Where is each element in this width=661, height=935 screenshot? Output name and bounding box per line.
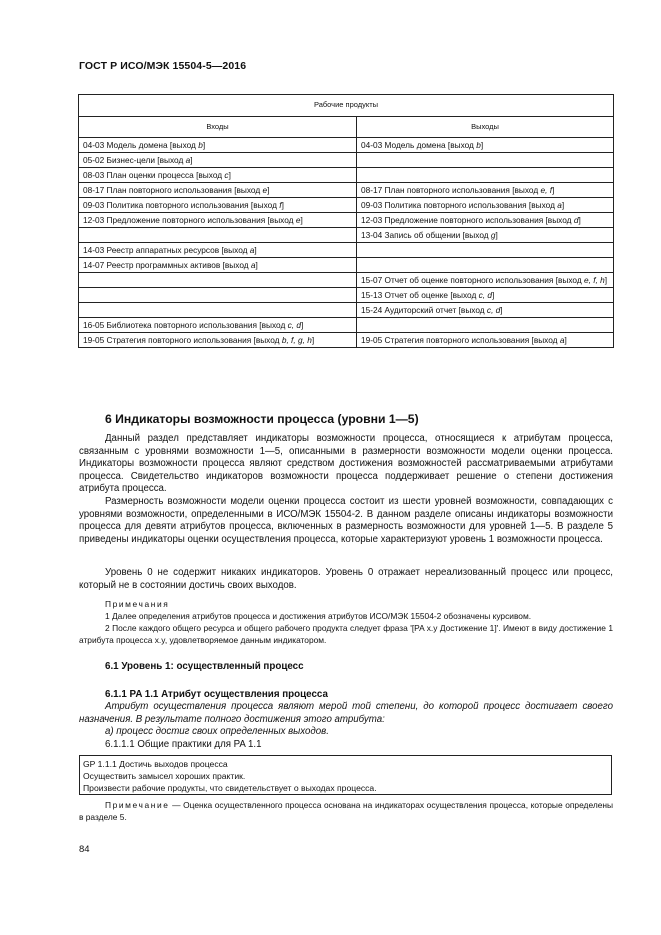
notes-label: Примечания (105, 599, 170, 609)
section-6-1-title: 6.1 Уровень 1: осуществленный процесс (105, 661, 304, 672)
attribute-definition: Атрибут осуществления процесса являют мерой той степени, до которой процесс достигает своего назначения. В результате полного достижения этого атрибута: (79, 701, 613, 725)
final-note-text: — Оценка осуществленного процесса основана на индикаторах осуществления процесса, которые определены в разделе 5. (79, 800, 614, 822)
table-row (79, 243, 614, 258)
table-row (79, 153, 614, 168)
output-cell (357, 318, 614, 333)
input-cell (79, 273, 357, 288)
table-row (79, 168, 614, 183)
table-row (79, 303, 614, 318)
output-cell: 08-17 План повторного использования [выход e, f] (357, 183, 614, 198)
section-6-paragraph-2: Размерность возможности модели оценки процесса состоит из шести уровней возможности, совпадающих с уровнями возможности, определенными в ИСО/МЭК 15504-2. В данном разделе описаны индикаторы возможности процесса для девяти атрибутов процесса, включенных в размерность возможности для уровней 1—5. В разделе 5 приведены индикаторы оценки осуществления процесса, которые характеризуют уровень 1 возможности процесса. (79, 496, 613, 545)
table-row (79, 183, 614, 198)
table-row (79, 258, 614, 273)
input-cell: 08-17 План повторного использования [выход e] (79, 183, 357, 198)
table-row (79, 333, 614, 348)
generic-practice-box (79, 755, 612, 795)
table-row (79, 273, 614, 288)
box-line-1: GP 1.1.1 Достичь выходов процесса (83, 759, 228, 769)
output-cell (357, 258, 614, 273)
input-cell: 04-03 Модель домена [выход b] (79, 138, 357, 153)
input-cell: 05-02 Бизнес-цели [выход a] (79, 153, 357, 168)
table-title: Рабочие продукты (79, 95, 614, 117)
output-cell: 19-05 Стратегия повторного использования [выход a] (357, 333, 614, 348)
table-row (79, 288, 614, 303)
input-cell (79, 228, 357, 243)
output-cell: 15-13 Отчет об оценке [выход c, d] (357, 288, 614, 303)
input-cell (79, 288, 357, 303)
section-6-1-1-title: 6.1.1 PA 1.1 Атрибут осуществления процесса (105, 689, 328, 700)
box-line-2: Осуществить замысел хороших практик. (83, 771, 246, 782)
table-row (79, 318, 614, 333)
box-line-3: Произвести рабочие продукты, что свидетельствует о выходах процесса. (83, 783, 377, 794)
table-body (79, 138, 614, 348)
input-cell: 08-03 План оценки процесса [выход c] (79, 168, 357, 183)
input-cell: 09-03 Политика повторного использования [выход f] (79, 198, 357, 213)
section-6-paragraph-1: Данный раздел представляет индикаторы возможности процесса, относящиеся к атрибутам процесса, связанным с уровнями возможности 1—5, описанными в размерности возможности модели оценки процесса. Индикаторы возможности процесса являют средством достижения возможностей рассматриваемыми атрибутами процесса. Свидетельство индикаторов возможности процесса поддерживает решение о степени достижения атрибута процесса. (79, 433, 613, 495)
section-6-title: 6 Индикаторы возможности процесса (уровни 1—5) (105, 412, 419, 426)
section-6-paragraph-3: Уровень 0 не содержит никаких индикаторов. Уровень 0 отражает нереализованный процесс или процесс, который не в состоянии достичь своих выходов. (79, 567, 613, 591)
document-header: ГОСТ Р ИСО/МЭК 15504-5—2016 (79, 60, 247, 72)
output-cell: 12-03 Предложение повторного использования [выход d] (357, 213, 614, 228)
output-cell: 13-04 Запись об общении [выход g] (357, 228, 614, 243)
table-row (79, 198, 614, 213)
input-cell (79, 303, 357, 318)
input-cell: 14-03 Реестр аппаратных ресурсов [выход a] (79, 243, 357, 258)
output-cell: 15-24 Аудиторский отчет [выход c, d] (357, 303, 614, 318)
page-number: 84 (79, 844, 90, 855)
notes-block (79, 598, 613, 610)
input-cell: 14-07 Реестр программных активов [выход a] (79, 258, 357, 273)
generic-practices-heading: 6.1.1.1 Общие практики для PA 1.1 (105, 739, 262, 750)
column-outputs: Выходы (357, 117, 614, 138)
output-cell (357, 168, 614, 183)
input-cell: 19-05 Стратегия повторного использования [выход b, f, g, h] (79, 333, 357, 348)
note-1: 1 Далее определения атрибутов процесса и достижения атрибутов ИСО/МЭК 15504-2 обозначены курсивом. (105, 611, 532, 621)
output-cell: 15-07 Отчет об оценке повторного использования [выход e, f, h] (357, 273, 614, 288)
output-cell (357, 243, 614, 258)
table-row (79, 213, 614, 228)
work-products-table (78, 94, 614, 348)
output-cell (357, 153, 614, 168)
output-cell: 09-03 Политика повторного использования [выход a] (357, 198, 614, 213)
table-row (79, 138, 614, 153)
column-inputs: Входы (79, 117, 357, 138)
input-cell: 16-05 Библиотека повторного использования [выход c, d] (79, 318, 357, 333)
note-2: 2 После каждого общего ресурса и общего рабочего продукта следует фраза '[PA x.y Достижение 1]'. Имеют в виду достижение 1 атрибута процесса x.y, удовлетворяемое данным индикатором. (79, 623, 613, 645)
attribute-item-a: а) процесс достиг своих определенных выходов. (105, 726, 329, 737)
input-cell: 12-03 Предложение повторного использования [выход e] (79, 213, 357, 228)
final-note-label: Примечание (105, 800, 170, 810)
output-cell: 04-03 Модель домена [выход b] (357, 138, 614, 153)
table-row (79, 228, 614, 243)
final-note (79, 799, 613, 823)
